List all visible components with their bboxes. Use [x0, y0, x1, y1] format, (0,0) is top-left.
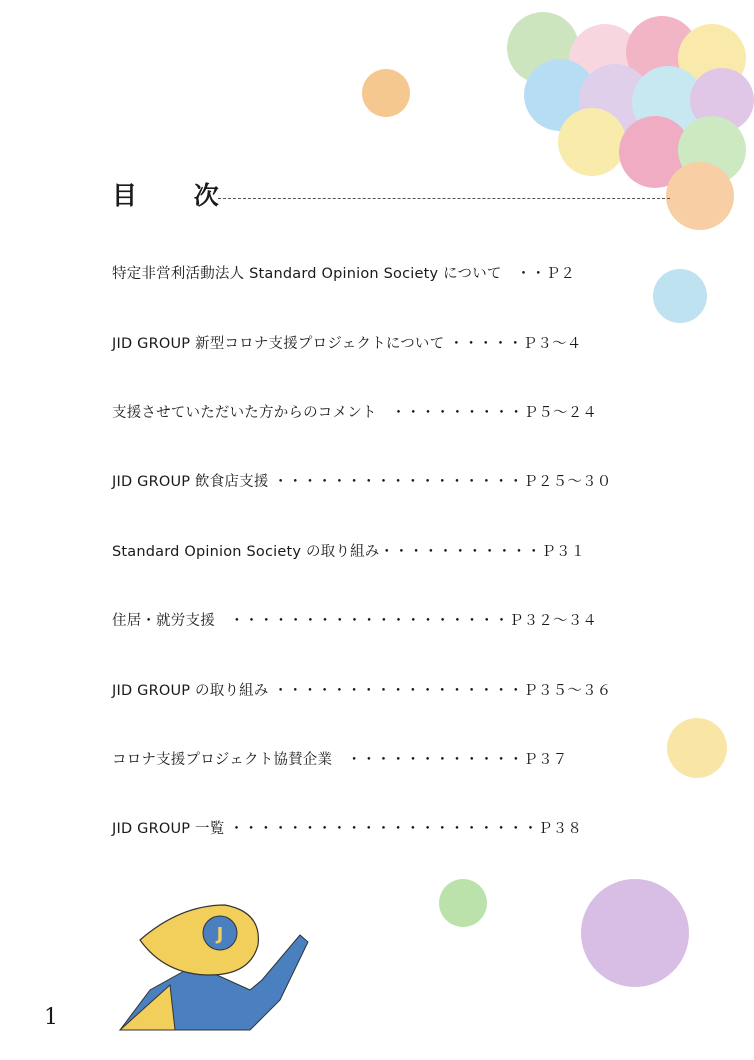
toc-entry-corona-project[interactable]: JID GROUP 新型コロナ支援プロジェクトについて ・・・・・Ｐ３～４ [112, 336, 582, 352]
toc-heading: 目 次 [112, 181, 243, 210]
heading-dashed-rule [218, 198, 670, 199]
circle-yellow-mid [558, 108, 626, 176]
toc-entry-restaurant-support[interactable]: JID GROUP 飲食店支援 ・・・・・・・・・・・・・・・・・Ｐ２５～３０ [112, 474, 612, 490]
toc-entry-comments[interactable]: 支援させていただいた方からのコメント ・・・・・・・・・Ｐ５～２４ [112, 405, 598, 421]
circle-orange-small [362, 69, 410, 117]
toc-entry-housing-employment[interactable]: 住居・就労支援 ・・・・・・・・・・・・・・・・・・・Ｐ３２～３４ [112, 613, 598, 629]
mascot-letter: J [216, 924, 224, 945]
circle-yellow-bottom-right [667, 718, 727, 778]
circle-purple-bottom [581, 879, 689, 987]
toc-entry-sos-about[interactable]: 特定非営利活動法人 Standard Opinion Society について ・・Ｐ２ [112, 266, 576, 282]
circle-green-bottom [439, 879, 487, 927]
toc-entry-sponsors[interactable]: コロナ支援プロジェクト協賛企業 ・・・・・・・・・・・・Ｐ３７ [112, 752, 568, 768]
mascot-illustration [120, 905, 308, 1030]
toc-entry-jid-activities[interactable]: JID GROUP の取り組み ・・・・・・・・・・・・・・・・・Ｐ３５～３６ [112, 683, 612, 699]
circle-orange-right [666, 162, 734, 230]
page-number: 1 [44, 1005, 58, 1030]
toc-entry-sos-activities[interactable]: Standard Opinion Society の取り組み・・・・・・・・・・・Ｐ３１ [112, 544, 586, 560]
toc-entry-group-list[interactable]: JID GROUP 一覧 ・・・・・・・・・・・・・・・・・・・・・Ｐ３８ [112, 821, 583, 837]
circle-lightblue [653, 269, 707, 323]
